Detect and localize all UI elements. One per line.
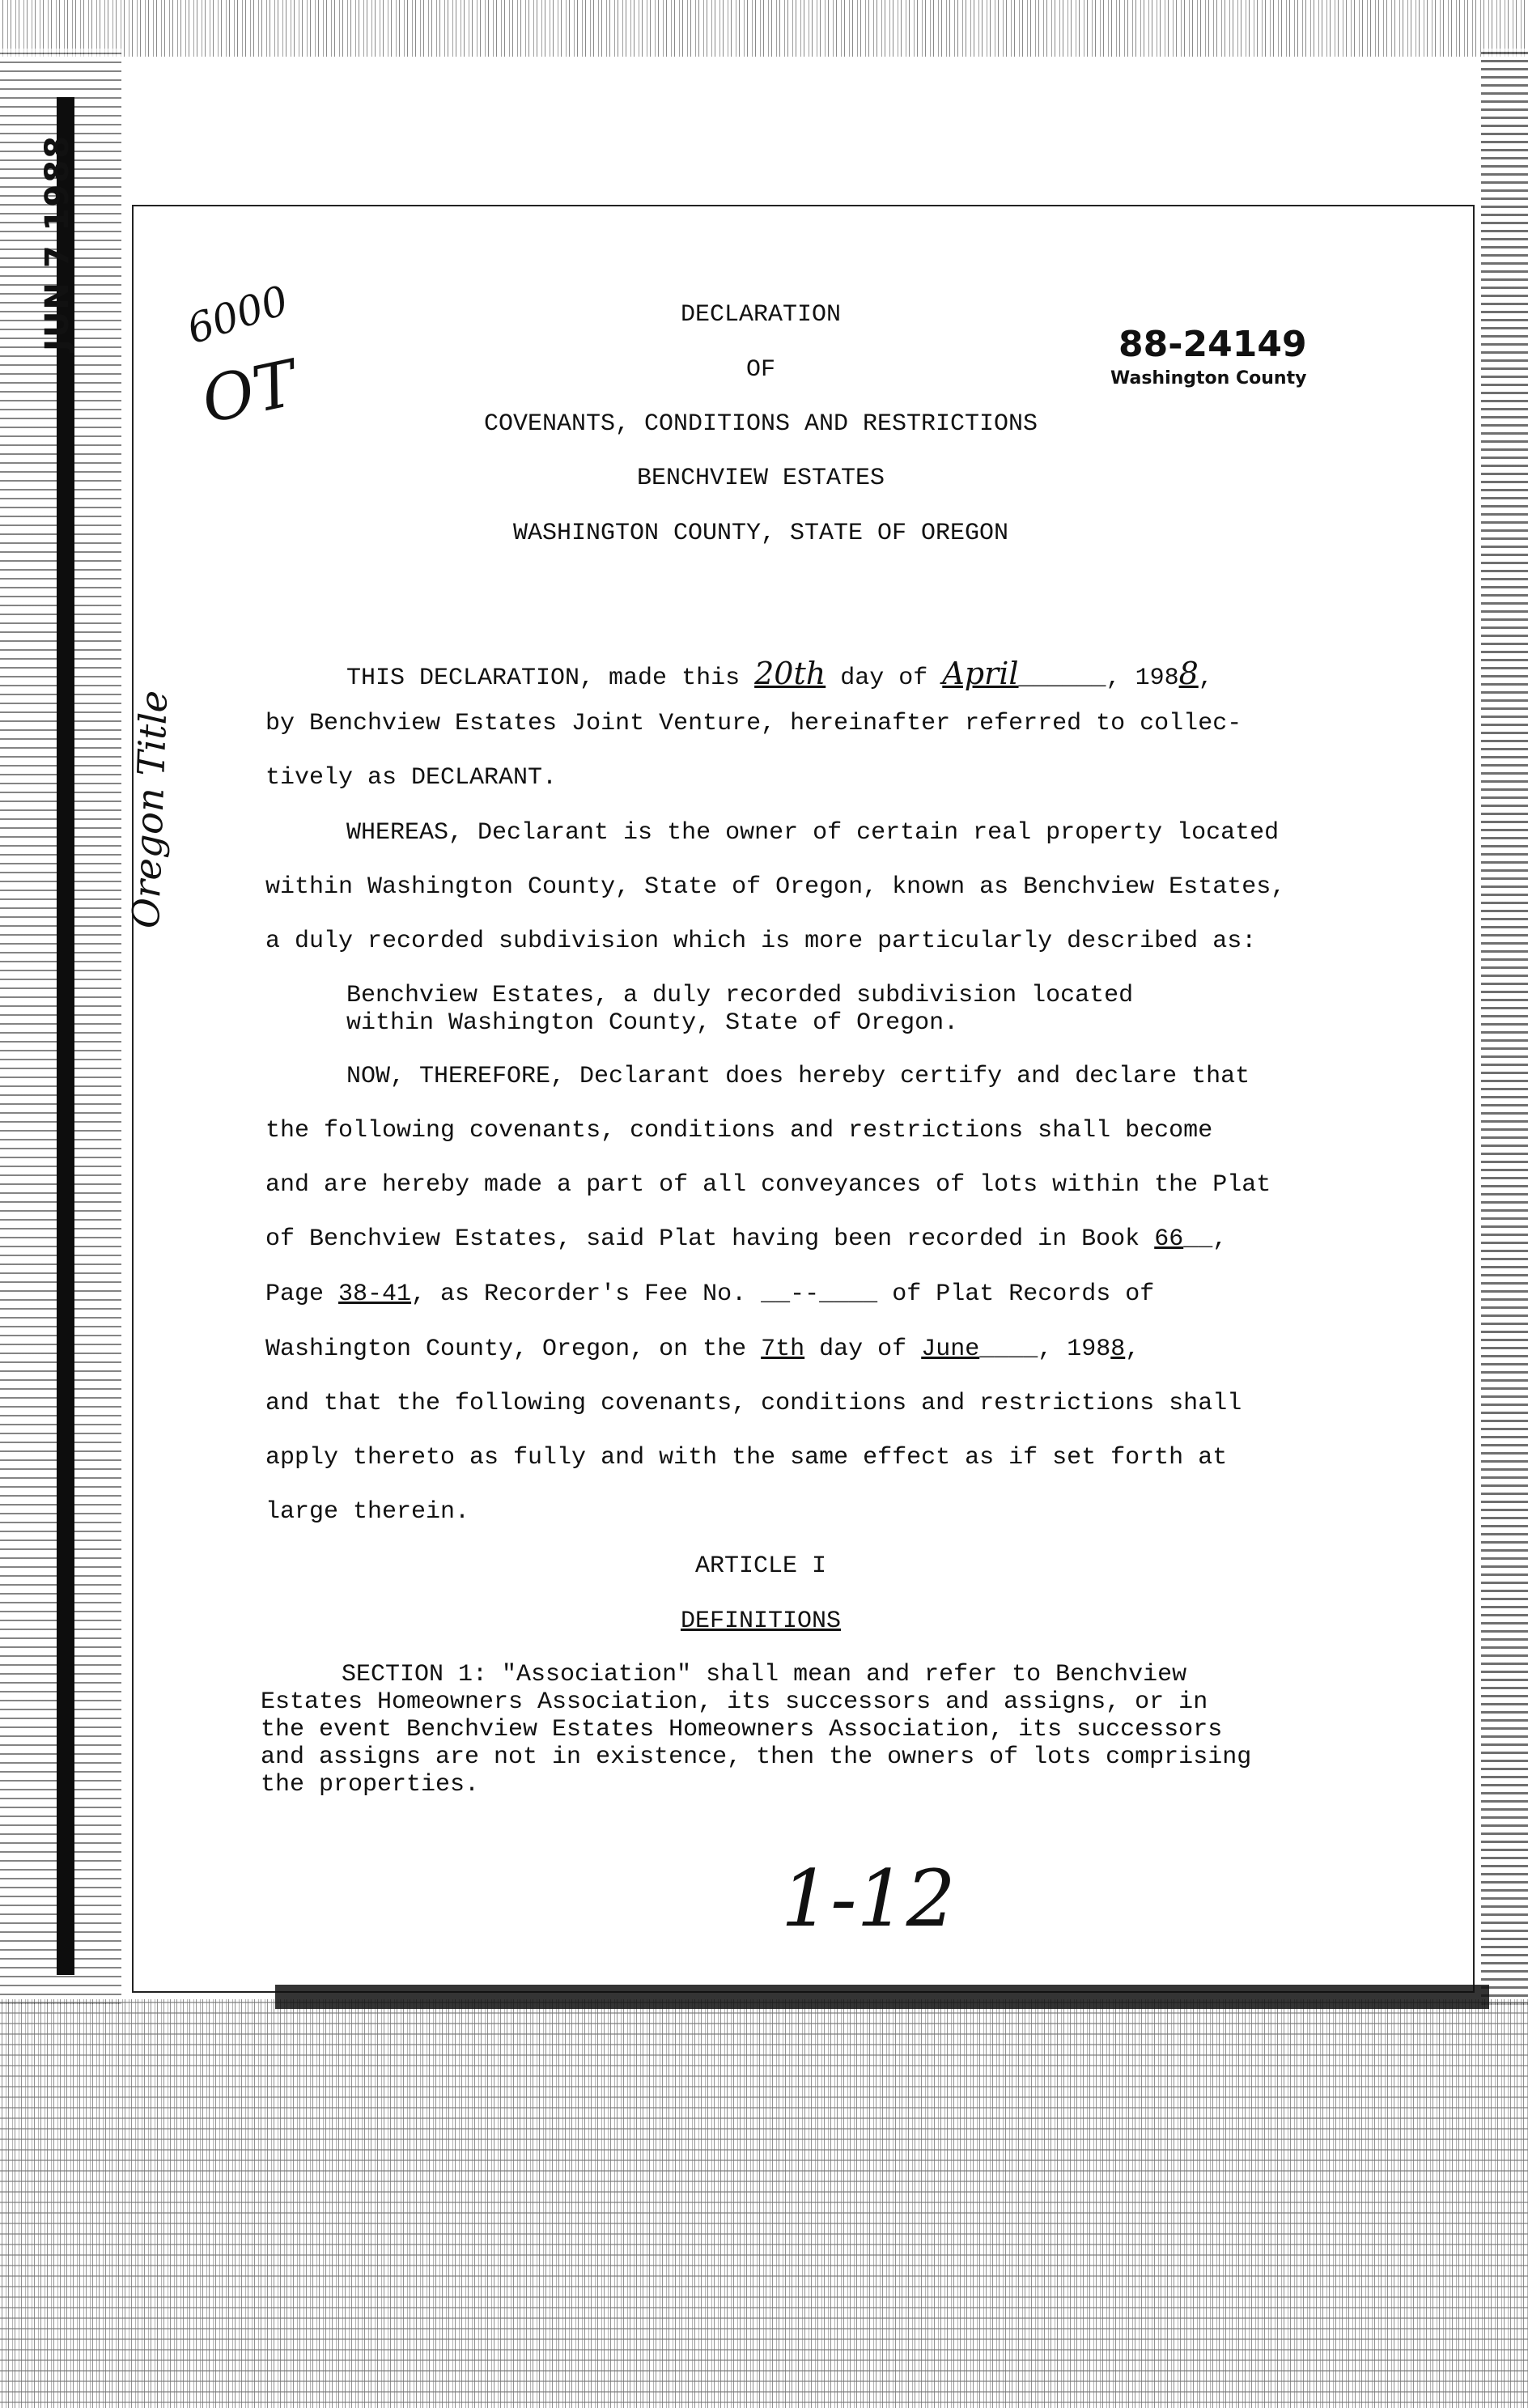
article-subheading: DEFINITIONS [680, 1607, 842, 1635]
page-range: 38-41 [338, 1280, 412, 1308]
article-heading: ARTICLE I [694, 1552, 827, 1580]
handwritten-page-number: 1-12 [781, 1854, 956, 1944]
scan-noise-bottom [0, 1999, 1528, 2408]
scan-noise-right [1481, 49, 1528, 2007]
handwritten-margin-note: Oregon Title [123, 690, 176, 929]
fee-number: __--____ [761, 1280, 878, 1308]
therefore-line-7: and that the following covenants, conditions and restrictions shall [265, 1390, 1242, 1417]
record-year-digit: 8 [1110, 1336, 1126, 1363]
intro-line-3: tively as DECLARANT. [265, 764, 558, 792]
therefore-line-1: NOW, THEREFORE, Declarant does hereby certify and declare that [346, 1063, 1250, 1090]
title-line-2: OF [745, 356, 775, 384]
property-description-2: within Washington County, State of Oregon. [346, 1009, 959, 1037]
handwritten-month: April [942, 656, 1019, 691]
section1-line-2: Estates Homeowners Association, its successors and assigns, or in [261, 1688, 1208, 1716]
scan-noise-top [0, 0, 1528, 57]
handwritten-day: 20th [754, 656, 826, 691]
handwritten-year-digit: 8 [1178, 656, 1199, 691]
therefore-line-2: the following covenants, conditions and restrictions shall become [265, 1117, 1213, 1145]
intro-line-1: THIS DECLARATION, made this 20th day of April______, 1988, [346, 656, 1213, 692]
scan-edge-bar [57, 97, 74, 1975]
title-line-5: WASHINGTON COUNTY, STATE OF OREGON [512, 520, 1009, 547]
property-description-1: Benchview Estates, a duly recorded subdivision located [346, 982, 1134, 1009]
handwritten-number: 6000 [181, 276, 295, 354]
record-month: June [921, 1336, 980, 1363]
whereas-line-3: a duly recorded subdivision which is more particularly described as: [265, 928, 1257, 955]
therefore-line-4: of Benchview Estates, said Plat having been recorded in Book 66__, [265, 1225, 1228, 1253]
book-number: 66 [1154, 1225, 1184, 1253]
therefore-line-9: large therein. [265, 1498, 470, 1526]
record-day: 7th [761, 1336, 805, 1363]
whereas-line-2: within Washington County, State of Oregon, known as Benchview Estates, [265, 873, 1286, 901]
date-stamp: JUN 7 1988 [39, 134, 76, 351]
title-line-1: DECLARATION [680, 301, 842, 329]
title-line-3: COVENANTS, CONDITIONS AND RESTRICTIONS [483, 410, 1038, 438]
recording-number: 88-24149 [1118, 324, 1307, 365]
recording-county: Washington County [1110, 368, 1307, 389]
whereas-line-1: WHEREAS, Declarant is the owner of certain real property located [346, 819, 1280, 847]
section1-line-1: SECTION 1: "Association" shall mean and refer to Benchview [342, 1661, 1187, 1688]
title-line-4: BENCHVIEW ESTATES [636, 465, 885, 492]
handwritten-mark: OT [195, 346, 303, 439]
therefore-line-5: Page 38-41, as Recorder's Fee No. __--____ of Plat Records of [265, 1280, 1155, 1308]
intro-line-2: by Benchview Estates Joint Venture, hereinafter referred to collec- [265, 710, 1242, 737]
section1-line-4: and assigns are not in existence, then the owners of lots comprising [261, 1743, 1252, 1771]
therefore-line-3: and are hereby made a part of all conveyances of lots within the Plat [265, 1171, 1271, 1199]
section1-line-5: the properties. [261, 1771, 480, 1799]
therefore-line-6: Washington County, Oregon, on the 7th day of June____, 1988, [265, 1336, 1140, 1363]
therefore-line-8: apply thereto as fully and with the same effect as if set forth at [265, 1444, 1228, 1472]
page-bottom-edge [275, 1985, 1489, 2009]
section1-line-3: the event Benchview Estates Homeowners Association, its successors [261, 1716, 1223, 1743]
